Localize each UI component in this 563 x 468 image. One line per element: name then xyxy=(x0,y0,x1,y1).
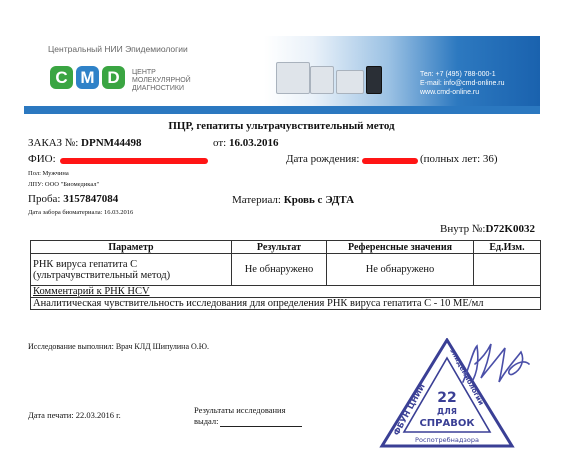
param-name: РНК вируса гепатита С xyxy=(33,258,138,270)
column-header-parameter: Параметр xyxy=(31,241,232,254)
lab-device-icon xyxy=(366,66,382,94)
logo-tagline-2: МОЛЕКУЛЯРНОЙ xyxy=(132,77,191,84)
column-header-reference: Референсные значения xyxy=(327,241,474,254)
logo-letter-m: M xyxy=(76,66,99,89)
stamp-right-text: эпидемиологии xyxy=(448,347,486,407)
stamp-line2: СПРАВОК xyxy=(419,418,475,429)
email-text: E-mail: info@cmd-online.ru xyxy=(420,80,505,87)
unit-cell xyxy=(474,254,541,286)
material-row xyxy=(232,194,354,206)
lab-device-icon xyxy=(336,70,364,94)
issued-label-line2: выдал: xyxy=(194,416,219,426)
order-row xyxy=(28,137,142,149)
logo-tagline-3: ДИАГНОСТИКИ xyxy=(132,85,184,92)
result-cell: Не обнаружено xyxy=(232,254,327,286)
internal-number-row xyxy=(440,223,535,235)
lab-device-icon xyxy=(276,62,310,94)
issued-label-line1: Результаты исследования xyxy=(194,405,286,415)
contacts-block xyxy=(420,70,505,97)
sample-number: 3157847084 xyxy=(63,193,119,205)
redaction-mark xyxy=(362,158,418,164)
website-text: www.cmd-online.ru xyxy=(420,89,480,96)
stamp-bottom-text: Роспотребнадзора xyxy=(415,436,479,444)
sample-row xyxy=(28,193,118,205)
lpu-text: ЛПУ: ООО "Биомедикал" xyxy=(28,181,100,188)
header-banner xyxy=(24,36,540,114)
internal-number-label: Внутр №: xyxy=(440,223,486,235)
material-value: Кровь с ЭДТА xyxy=(283,194,355,206)
banner-bottom-stripe xyxy=(24,106,540,114)
table-row xyxy=(31,254,541,286)
sex-text: Пол: Мужчина xyxy=(28,170,69,177)
stamp-number: 22 xyxy=(437,390,457,406)
logo-letter-d: D xyxy=(102,66,125,89)
lab-device-icon xyxy=(310,66,334,94)
order-date-label: от: xyxy=(213,137,227,149)
comment-title-row xyxy=(31,286,541,298)
column-header-result: Результат xyxy=(232,241,327,254)
issued-signature-line xyxy=(220,426,302,427)
page-title: ПЦР, гепатиты ультрачувствительный метод xyxy=(168,120,395,132)
comment-text: Аналитическая чувствительность исследования для определения РНК вируса гепатита С - 10 МЕ/мл xyxy=(31,298,541,310)
param-method: (ультрачувствительный метод) xyxy=(33,269,171,281)
print-date: Дата печати: 22.03.2016 г. xyxy=(28,410,121,420)
comment-title: Комментарий к РНК HCV xyxy=(31,286,541,298)
material-label: Материал: xyxy=(232,194,281,206)
logo-letter-c: C xyxy=(50,66,73,89)
signature-scribble xyxy=(455,338,535,388)
order-label: ЗАКАЗ №: xyxy=(28,137,79,149)
sample-label: Проба: xyxy=(28,193,61,205)
param-cell xyxy=(31,254,232,286)
internal-number: D72K0032 xyxy=(485,223,535,235)
order-date-row xyxy=(213,137,278,149)
logo-tagline-1: ЦЕНТР xyxy=(132,69,156,76)
stamp-left-text: ФБУН ЦНИИ xyxy=(391,382,427,437)
table-header-row xyxy=(31,241,541,254)
performed-by: Исследование выполнил: Врач КЛД Шипулина О.Ю. xyxy=(28,342,210,351)
institute-name: Центральный НИИ Эпидемиологии xyxy=(48,44,188,54)
column-header-unit: Ед.Изм. xyxy=(474,241,541,254)
age-text: (полных лет: 36) xyxy=(420,153,498,165)
redaction-mark xyxy=(60,158,208,164)
order-date: 16.03.2016 xyxy=(228,137,279,149)
phone-text: Тел: +7 (495) 788-000-1 xyxy=(420,71,496,78)
dob-label: Дата рождения: xyxy=(286,153,360,165)
reference-cell: Не обнаружено xyxy=(327,254,474,286)
collection-date: Дата забора биоматериала: 16.03.2016 xyxy=(28,209,134,216)
order-number: DPNM44498 xyxy=(81,137,142,149)
stamp-line1: ДЛЯ xyxy=(437,407,457,416)
comment-text-row xyxy=(31,298,541,310)
fio-label: ФИО: xyxy=(28,153,56,165)
results-table xyxy=(30,240,541,310)
